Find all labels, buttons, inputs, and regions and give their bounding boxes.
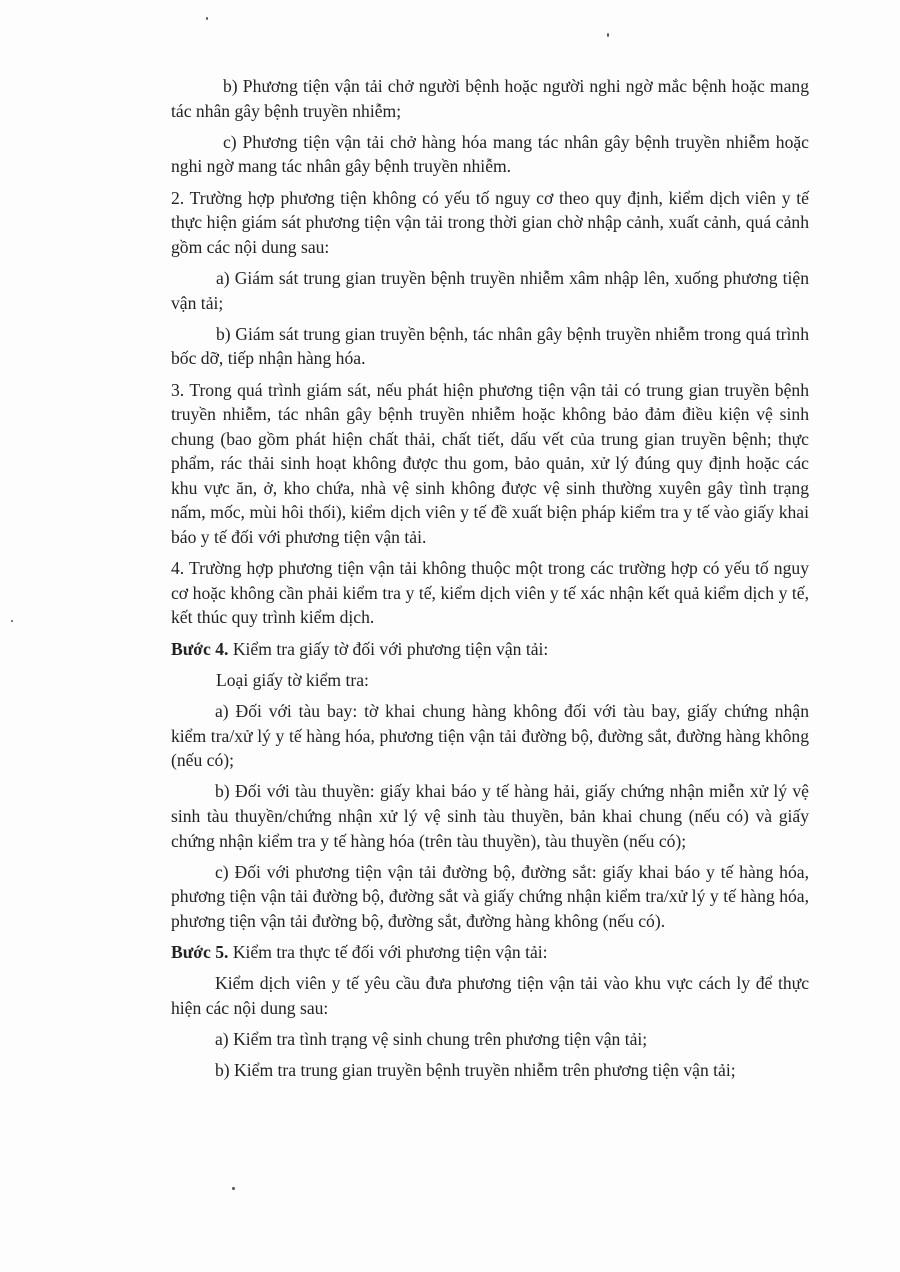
step-4-title: Kiểm tra giấy tờ đối với phương tiện vận tải: xyxy=(228,638,549,659)
step-4-label: Bước 4. xyxy=(171,638,229,659)
scan-speck xyxy=(232,1187,235,1190)
step-5-title: Kiểm tra thực tế đối với phương tiện vận tải: xyxy=(228,942,548,963)
scan-speck xyxy=(607,33,609,37)
item-c-cargo: c) Phương tiện vận tải chở hàng hóa mang tác nhân gây bệnh truyền nhiễm hoặc nghi ngờ mang tác nhân gây bệnh truyền nhiễm. xyxy=(171,131,809,177)
step-5-label: Bước 5. xyxy=(171,942,229,963)
step-4-item-a-aircraft: a) Đối với tàu bay: tờ khai chung hàng không đối với tàu bay, giấy chứng nhận kiểm tra/xử lý y tế hàng hóa, phương tiện vận tải đường bộ, đường sắt, đường hàng không (nếu có); xyxy=(171,701,809,771)
section-2-item-b: b) Giám sát trung gian truyền bệnh, tác nhân gây bệnh truyền nhiễm trong quá trình bốc dỡ, tiếp nhận hàng hóa. xyxy=(171,323,809,369)
document-body xyxy=(171,74,809,1089)
scan-speck xyxy=(206,17,208,20)
section-4: 4. Trường hợp phương tiện vận tải không thuộc một trong các trường hợp có yếu tố nguy cơ hoặc không cần phải kiểm tra y tế, kiểm dịch viên y tế xác nhận kết quả kiểm dịch y tế, kết thúc quy trình kiểm dịch. xyxy=(171,558,809,628)
section-3: 3. Trong quá trình giám sát, nếu phát hiện phương tiện vận tải có trung gian truyền bệnh truyền nhiễm, tác nhân gây bệnh truyền nhiễm hoặc không bảo đảm điều kiện vệ sinh chung (bao gồm phát hiện chất thải, chất tiết, dấu vết của trung gian truyền bệnh; thực phẩm, rác thải sinh hoạt không được thu gom, bảo quản, xử lý đúng quy định hoặc các khu vực ăn, ở, kho chứa, nhà vệ sinh không được vệ sinh thường xuyên gây tình trạng nấm, mốc, mùi hôi thối), kiểm dịch viên y tế đề xuất biện pháp kiểm tra y tế vào giấy khai báo y tế đối với phương tiện vận tải. xyxy=(171,379,809,548)
step-5-item-b: b) Kiểm tra trung gian truyền bệnh truyền nhiễm trên phương tiện vận tải; xyxy=(215,1060,736,1081)
document-types-label: Loại giấy tờ kiểm tra: xyxy=(216,669,369,690)
step-5-heading xyxy=(171,940,809,965)
item-b-passengers: b) Phương tiện vận tải chở người bệnh hoặc người nghi ngờ mắc bệnh hoặc mang tác nhân gây bệnh truyền nhiễm; xyxy=(171,76,809,121)
scan-speck xyxy=(11,620,13,622)
step-5-item-a: a) Kiểm tra tình trạng vệ sinh chung trên phương tiện vận tải; xyxy=(215,1029,648,1050)
step-5-intro: Kiểm dịch viên y tế yêu cầu đưa phương tiện vận tải vào khu vực cách ly để thực hiện các nội dung sau: xyxy=(171,973,809,1018)
section-2-item-a: a) Giám sát trung gian truyền bệnh truyền nhiễm xâm nhập lên, xuống phương tiện vận tải; xyxy=(171,267,809,313)
step-4-heading xyxy=(171,637,809,662)
section-2: 2. Trường hợp phương tiện không có yếu tố nguy cơ theo quy định, kiểm dịch viên y tế thực hiện giám sát phương tiện vận tải trong thời gian chờ nhập cảnh, xuất cảnh, quá cảnh gồm các nội dung sau: xyxy=(171,187,809,257)
step-4-item-c-road-rail: c) Đối với phương tiện vận tải đường bộ, đường sắt: giấy khai báo y tế hàng hóa, phương tiện vận tải đường bộ, đường sắt và giấy chứng nhận kiểm tra/xử lý y tế hàng hóa, phương tiện vận tải đường bộ, đường sắt, đường hàng không (nếu có). xyxy=(171,861,809,931)
step-4-item-b-ships: b) Đối với tàu thuyền: giấy khai báo y tế hàng hải, giấy chứng nhận miễn xử lý vệ sinh tàu thuyền/chứng nhận xử lý vệ sinh tàu thuyền, bản khai chung (nếu có) và giấy chứng nhận kiểm tra y tế hàng hóa (trên tàu thuyền), tàu thuyền (nếu có); xyxy=(171,781,809,851)
